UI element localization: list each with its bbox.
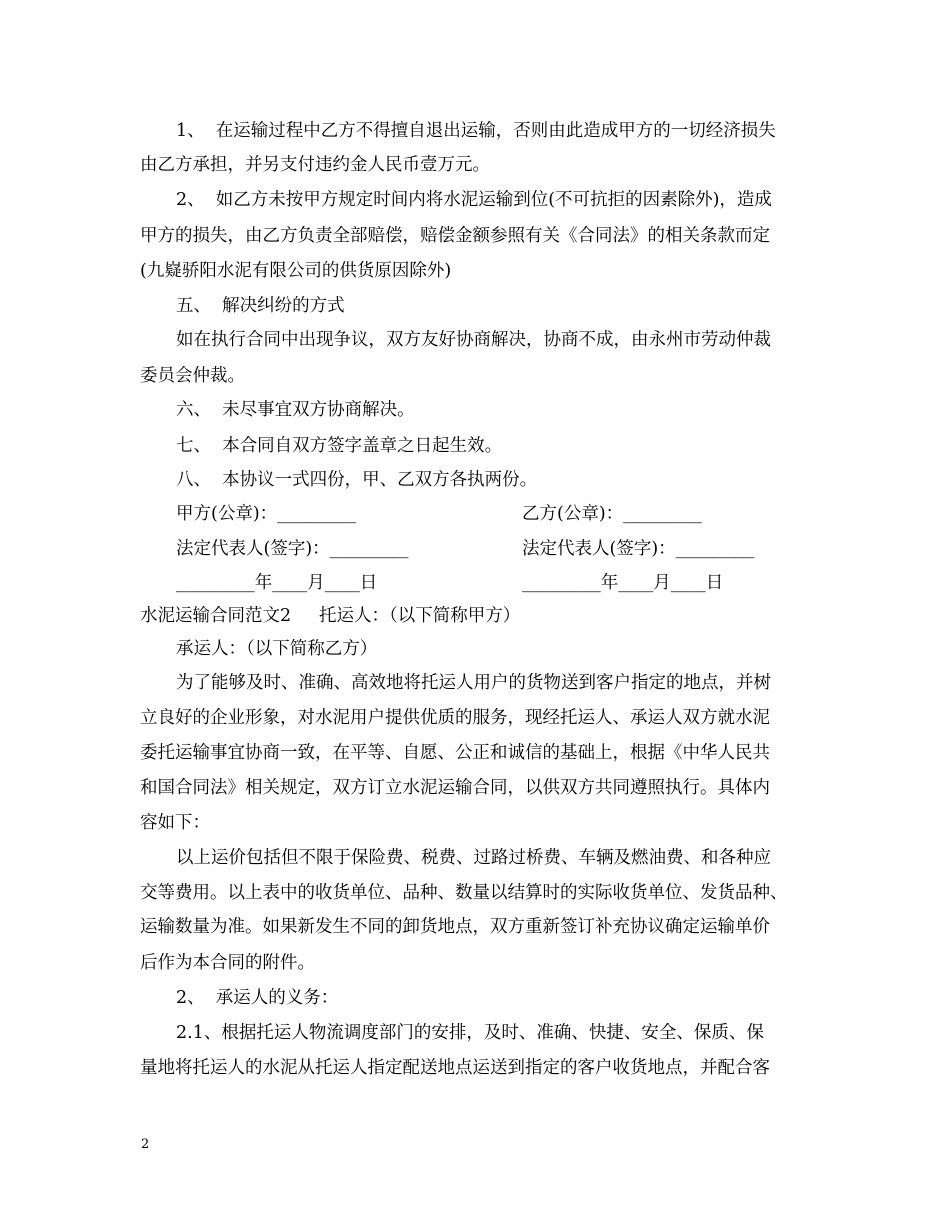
clause-line: 甲方的损失，由乙方负责全部赔偿，赔偿金额参照有关《合同法》的相关条款而定 xyxy=(140,226,770,246)
clause-line: 交等费用。以上表中的收货单位、品种、数量以结算时的实际收货单位、发货品种、 xyxy=(140,883,788,903)
section-heading: 六、 未尽事宜双方协商解决。 xyxy=(176,400,415,420)
clause-line: 委托运输事宜协商一致，在平等、自愿、公正和诚信的基础上，根据《中华人民共 xyxy=(140,743,770,763)
section-heading: 五、 解决纠纷的方式 xyxy=(176,296,345,316)
party-a-seal-line: 甲方(公章)：_________ xyxy=(176,504,356,524)
party-b-seal-line: 乙方(公章)：_________ xyxy=(522,504,702,524)
clause-line: 2、 如乙方未按甲方规定时间内将水泥运输到位(不可抗拒的因素除外)，造成 xyxy=(176,190,772,210)
party-b-date-line: _________年____月____日 xyxy=(522,573,724,593)
document-title-line: 水泥运输合同范文2 托运人：（以下简称甲方） xyxy=(140,606,521,626)
clause-line: 以上运价包括但不限于保险费、税费、过路过桥费、车辆及燃油费、和各种应 xyxy=(176,848,771,868)
clause-line: 和国合同法》相关规定，双方订立水泥运输合同，以供双方共同遵照执行。具体内 xyxy=(140,778,770,798)
party-a-date-line: _________年____月____日 xyxy=(176,573,378,593)
party-b-representative-line: 法定代表人(签字)：_________ xyxy=(522,539,755,559)
section-heading: 2、 承运人的义务： xyxy=(176,988,339,1008)
party-a-representative-line: 法定代表人(签字)：_________ xyxy=(176,539,409,559)
clause-line: 运输数量为准。如果新发生不同的卸货地点，双方重新签订补充协议确定运输单价 xyxy=(140,917,770,937)
clause-line: 委员会仲裁。 xyxy=(140,366,245,386)
clause-line: 1、 在运输过程中乙方不得擅自退出运输，否则由此造成甲方的一切经济损失 xyxy=(176,121,776,141)
clause-line: 立良好的企业形象，对水泥用户提供优质的服务，现经托运人、承运人双方就水泥 xyxy=(140,708,770,728)
clause-line: 2.1、根据托运人物流调度部门的安排，及时、准确、快捷、安全、保质、保 xyxy=(176,1023,764,1043)
clause-line: 为了能够及时、准确、高效地将托运人用户的货物送到客户指定的地点，并树 xyxy=(176,673,771,693)
clause-line: 量地将托运人的水泥从托运人指定配送地点运送到指定的客户收货地点，并配合客 xyxy=(140,1058,770,1078)
clause-line: (九嶷骄阳水泥有限公司的供货原因除外) xyxy=(140,261,452,281)
clause-line: 如在执行合同中出现争议，双方友好协商解决，协商不成，由永州市劳动仲裁 xyxy=(176,330,771,350)
clause-line: 后作为本合同的附件。 xyxy=(140,953,315,973)
clause-line: 容如下： xyxy=(140,813,210,833)
section-heading: 八、 本协议一式四份，甲、乙双方各执两份。 xyxy=(176,470,538,490)
clause-line: 承运人：（以下简称乙方） xyxy=(176,639,378,659)
page-number: 2 xyxy=(141,1137,150,1152)
clause-line: 由乙方承担，并另支付违约金人民币壹万元。 xyxy=(140,155,490,175)
section-heading: 七、 本合同自双方签字盖章之日起生效。 xyxy=(176,436,503,456)
